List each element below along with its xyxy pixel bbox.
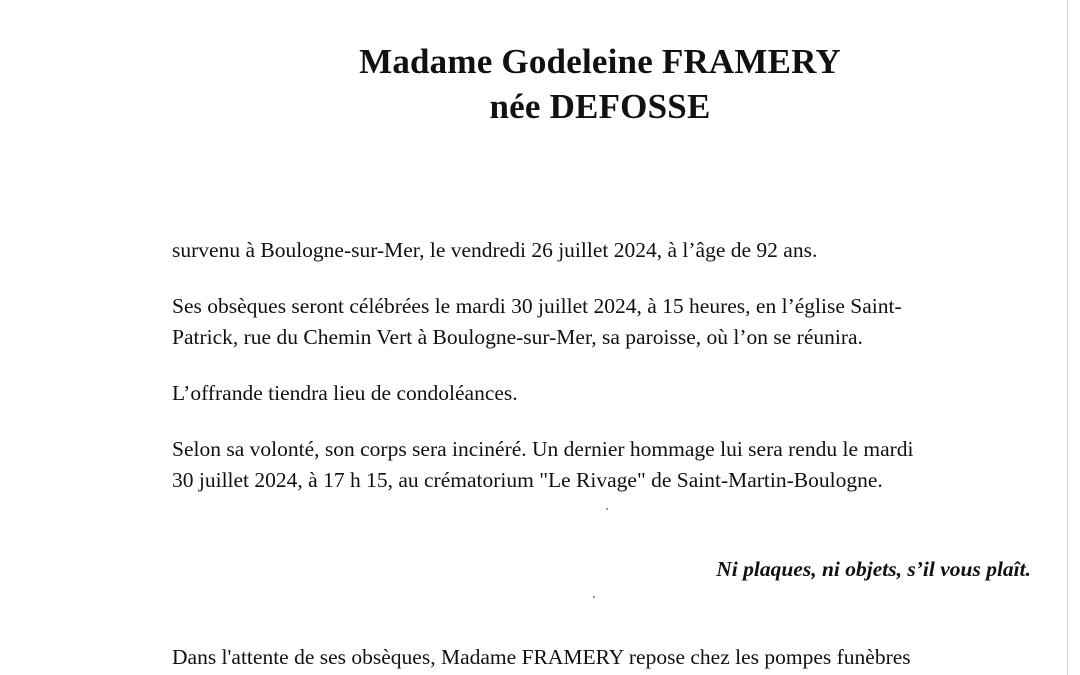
notice-title-name: Madame Godeleine FRAMERY <box>359 42 841 81</box>
paragraph-line: Ses obsèques seront célébrées le mardi 30 juillet 2024, à 15 heures, en l’église Saint- <box>172 294 902 318</box>
paragraph-line: L’offrande tiendra lieu de condoléances. <box>172 381 518 405</box>
cremation-paragraph <box>172 434 1042 496</box>
paragraph-line: Patrick, rue du Chemin Vert à Boulogne-sur-Mer, sa paroisse, où l’on se réunira. <box>172 325 863 349</box>
paragraph-line: survenu à Boulogne-sur-Mer, le vendredi 26 juillet 2024, à l’âge de 92 ans. <box>172 238 818 262</box>
paragraph-line: Selon sa volonté, son corps sera incinéré. Un dernier hommage lui sera rendu le mardi <box>172 437 914 461</box>
paragraph-line: Dans l'attente de ses obsèques, Madame FRAMERY repose chez les pompes funèbres <box>172 645 911 669</box>
paragraph-line: 30 juillet 2024, à 17 h 15, au crématorium "Le Rivage" de Saint-Martin-Boulogne. <box>172 468 883 492</box>
repose-paragraph <box>172 642 1042 673</box>
scan-speck <box>593 596 595 598</box>
death-announcement-paragraph <box>172 235 1042 266</box>
funeral-service-paragraph <box>172 291 1042 353</box>
closing-note: Ni plaques, ni objets, s’il vous plaît. <box>716 557 1031 581</box>
scan-speck <box>606 508 608 510</box>
notice-title-maiden-name: née DEFOSSE <box>489 87 711 126</box>
condolences-paragraph <box>172 378 1042 409</box>
